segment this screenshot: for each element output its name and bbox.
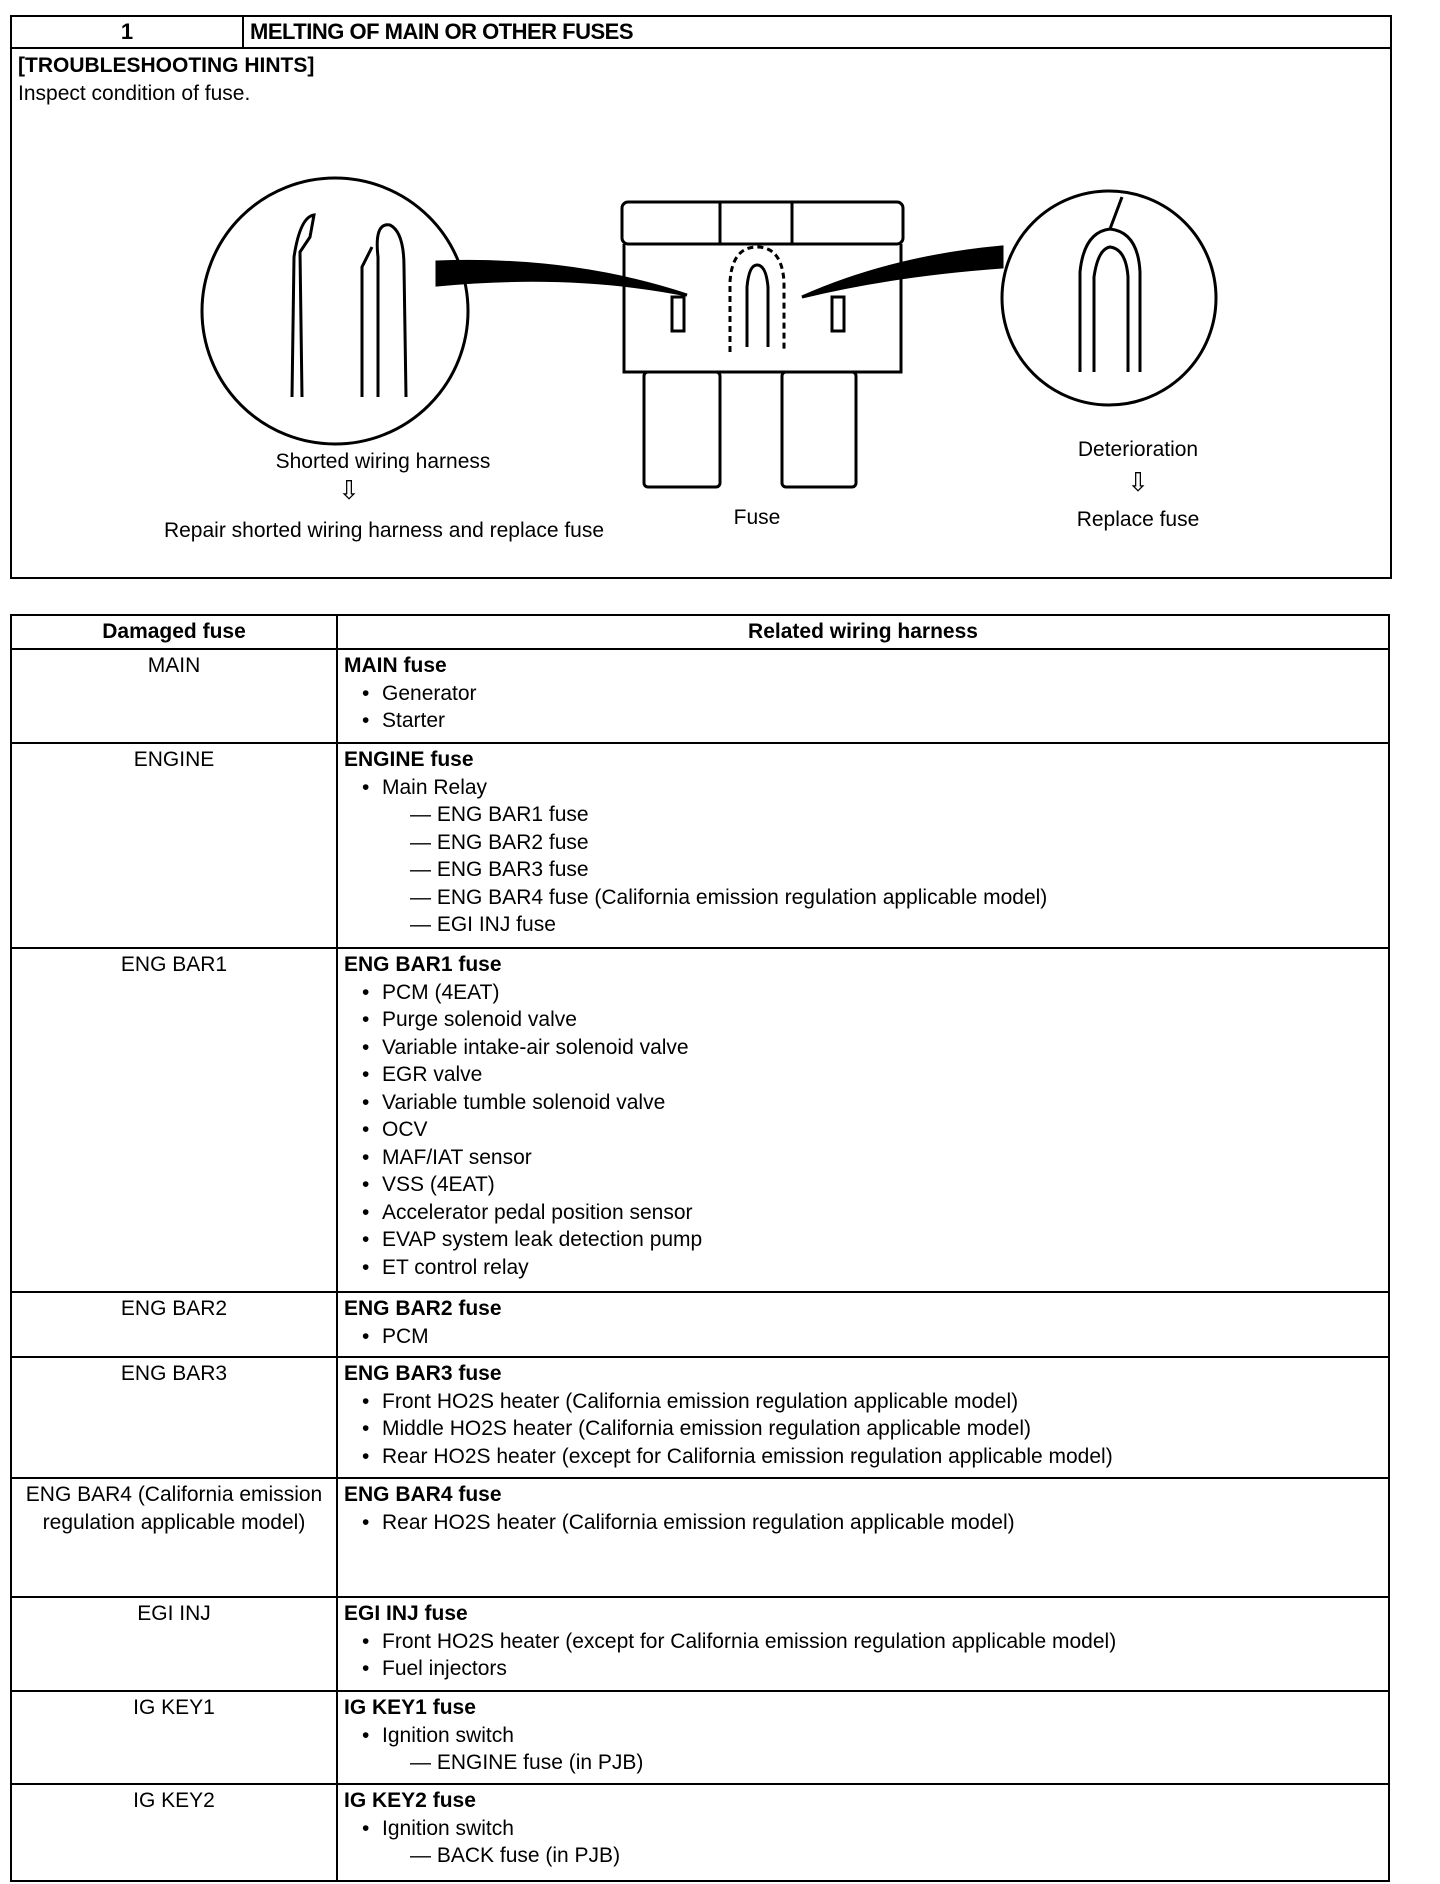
- table-header-row: [11, 615, 1389, 649]
- list-item: • PCM: [368, 1323, 1382, 1351]
- list-item: • Fuel injectors: [368, 1655, 1382, 1683]
- list-item: — ENG BAR1 fuse: [410, 803, 589, 826]
- troubleshooting-step-box: [10, 15, 1392, 579]
- list-item: • EVAP system leak detection pump: [368, 1226, 1382, 1254]
- fuse-title: ENG BAR1 fuse: [344, 953, 502, 976]
- damaged-fuse-cell: ENG BAR1: [11, 948, 337, 1292]
- list-item: — ENG BAR3 fuse: [410, 858, 589, 881]
- list-item: • Ignition switch: [368, 1815, 1382, 1843]
- list-item: — ENG BAR2 fuse: [410, 830, 589, 854]
- harness-list: [344, 1815, 1382, 1870]
- step-title: MELTING OF MAIN OR OTHER FUSES: [250, 19, 634, 44]
- fuse-title: IG KEY2 fuse: [344, 1789, 476, 1812]
- fuse-illustration: [12, 17, 1390, 577]
- table-row: [11, 1784, 1389, 1881]
- list-item: • Middle HO2S heater (California emission regulation applicable model): [368, 1415, 1382, 1443]
- list-item: • Rear HO2S heater (California emission regulation applicable model): [368, 1509, 1382, 1537]
- fuse-title: ENG BAR2 fuse: [344, 1297, 502, 1320]
- damaged-fuse-cell: IG KEY2: [11, 1784, 337, 1881]
- list-item: • Front HO2S heater (California emission regulation applicable model): [368, 1388, 1382, 1416]
- harness-list: [344, 1509, 1382, 1537]
- pointer-left-icon: [437, 261, 687, 295]
- list-item: • Rear HO2S heater (except for California emission regulation applicable model): [368, 1443, 1382, 1471]
- table-row: [11, 649, 1389, 743]
- list-item: — ENGINE fuse (in PJB): [410, 1751, 644, 1774]
- fuse-title: MAIN fuse: [344, 654, 447, 677]
- related-harness-cell: [337, 1478, 1389, 1597]
- damaged-fuse-cell: ENG BAR4 (California emission regulation applicable model): [11, 1478, 337, 1597]
- list-item: • Front HO2S heater (except for California emission regulation applicable model): [368, 1628, 1382, 1656]
- repair-action-label: Repair shorted wiring harness and replace fuse: [163, 519, 605, 542]
- down-arrow-icon: ⇩: [338, 475, 360, 505]
- column-header: Damaged fuse: [11, 615, 337, 649]
- harness-list: [344, 1722, 1382, 1777]
- hints-heading: [TROUBLESHOOTING HINTS]: [18, 54, 315, 77]
- fuse-label: Fuse: [733, 506, 781, 529]
- list-item: • ET control relay: [368, 1254, 1382, 1282]
- related-harness-cell: [337, 948, 1389, 1292]
- table-row: [11, 1597, 1389, 1691]
- damaged-fuse-cell: ENG BAR2: [11, 1292, 337, 1357]
- deterioration-label: Deterioration: [1077, 438, 1199, 461]
- damaged-fuse-cell: ENGINE: [11, 743, 337, 948]
- down-arrow-icon: ⇩: [1127, 467, 1149, 497]
- fuse-harness-table: [10, 614, 1390, 1882]
- list-item: • Generator: [368, 680, 1382, 708]
- list-item: • OCV: [368, 1116, 1382, 1144]
- fuse-title: ENG BAR3 fuse: [344, 1362, 502, 1385]
- fuse-icon: [622, 202, 903, 487]
- replace-action-label: Replace fuse: [1076, 508, 1200, 531]
- deterioration-magnified-icon: [1002, 191, 1216, 405]
- hints-text: Inspect condition of fuse.: [18, 82, 251, 105]
- damaged-fuse-cell: ENG BAR3: [11, 1357, 337, 1478]
- harness-list: [344, 1388, 1382, 1471]
- list-item: — EGI INJ fuse: [410, 913, 556, 936]
- table-row: [11, 743, 1389, 948]
- shorted-harness-magnified-icon: [202, 178, 468, 444]
- table-row: [11, 1357, 1389, 1478]
- list-item: • EGR valve: [368, 1061, 1382, 1089]
- related-harness-cell: [337, 1784, 1389, 1881]
- list-item: • Starter: [368, 707, 1382, 735]
- related-harness-cell: [337, 1691, 1389, 1784]
- list-item: — ENG BAR4 fuse (California emission regulation applicable model): [410, 885, 1048, 909]
- table-row: [11, 1292, 1389, 1357]
- harness-list: [344, 1628, 1382, 1683]
- list-item: • VSS (4EAT): [368, 1171, 1382, 1199]
- table-row: [11, 948, 1389, 1292]
- list-item: • Ignition switch: [368, 1722, 1382, 1750]
- harness-list: [344, 1323, 1382, 1351]
- related-harness-cell: [337, 1357, 1389, 1478]
- list-item: • PCM (4EAT): [368, 979, 1382, 1007]
- related-harness-cell: [337, 649, 1389, 743]
- harness-list: [344, 680, 1382, 735]
- column-header: Related wiring harness: [337, 615, 1389, 649]
- related-harness-cell: [337, 1597, 1389, 1691]
- list-item: • Variable tumble solenoid valve: [368, 1089, 1382, 1117]
- list-item: — BACK fuse (in PJB): [410, 1844, 621, 1867]
- fuse-title: IG KEY1 fuse: [344, 1696, 476, 1719]
- table-row: [11, 1478, 1389, 1597]
- step-number: 1: [12, 17, 244, 47]
- list-item: • MAF/IAT sensor: [368, 1144, 1382, 1172]
- related-harness-cell: [337, 743, 1389, 948]
- table-row: [11, 1691, 1389, 1784]
- shorted-harness-label: Shorted wiring harness: [275, 450, 491, 473]
- list-item: • Accelerator pedal position sensor: [368, 1199, 1382, 1227]
- fuse-title: ENGINE fuse: [344, 748, 474, 771]
- harness-list: [344, 774, 1382, 939]
- list-item: • Main Relay: [368, 774, 1382, 802]
- list-item: • Variable intake-air solenoid valve: [368, 1034, 1382, 1062]
- harness-list: [344, 979, 1382, 1282]
- list-item: • Purge solenoid valve: [368, 1006, 1382, 1034]
- related-harness-cell: [337, 1292, 1389, 1357]
- fuse-title: ENG BAR4 fuse: [344, 1483, 502, 1506]
- fuse-title: EGI INJ fuse: [344, 1602, 468, 1625]
- damaged-fuse-cell: EGI INJ: [11, 1597, 337, 1691]
- damaged-fuse-cell: IG KEY1: [11, 1691, 337, 1784]
- damaged-fuse-cell: MAIN: [11, 649, 337, 743]
